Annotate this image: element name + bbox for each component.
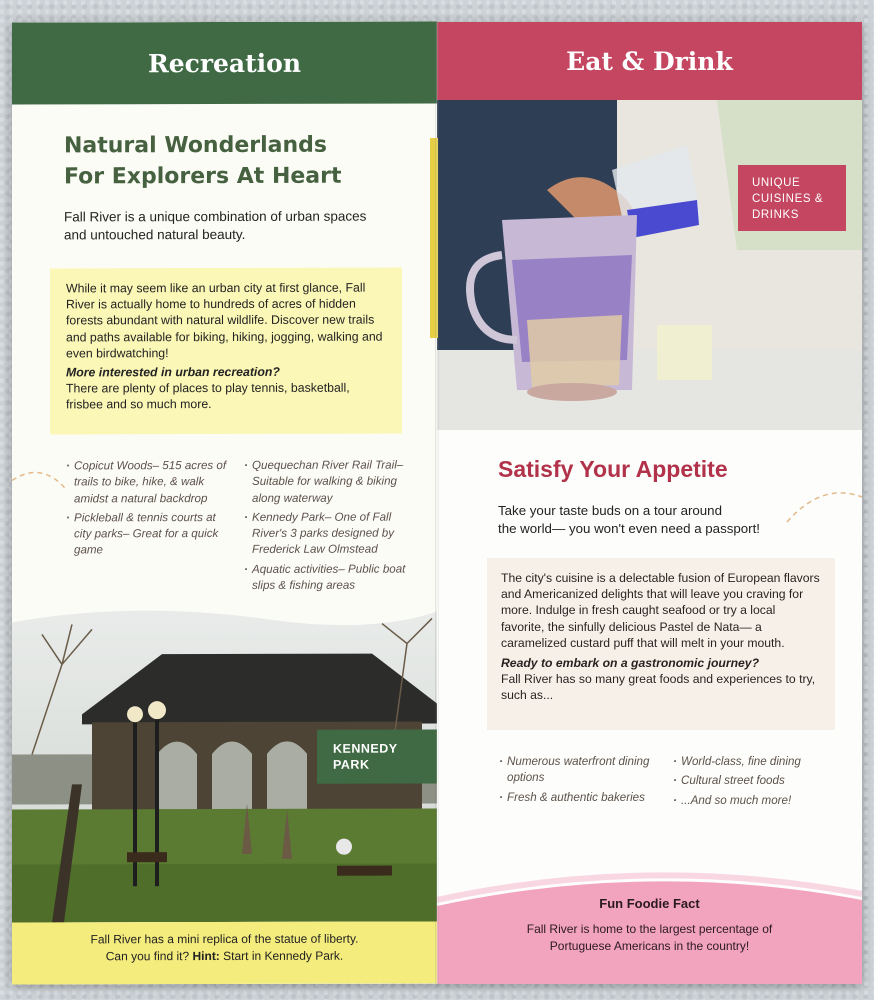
list-item: · World-class, fine dining	[673, 754, 843, 770]
cuisine-label-line2: CUISINES &	[752, 193, 824, 205]
kennedy-park-label	[317, 729, 437, 783]
recreation-box-answer: There are plenty of places to play tennis, basketball, frisbee and so much more.	[66, 380, 350, 412]
drink-photo	[437, 100, 862, 430]
recreation-title-line1: Natural Wonderlands	[64, 132, 328, 159]
decorative-dashed-curve	[782, 452, 862, 552]
eat-drink-title: Satisfy Your Appetite	[498, 456, 728, 482]
list-item: · Pickleball & tennis courts at city parks– Great for a quick game	[66, 510, 236, 559]
eat-box-text: The city's cuisine is a delectable fusion of European flavors and Americanized delights that will leave you craving for more. Indulge in fresh caught seafood or try a local favorite, the sinfully delicious Pastel de Nata— a caramelized custard puff that will melt in your mouth.	[501, 571, 820, 650]
park-label-line1: KENNEDY	[333, 741, 398, 756]
fun-fact-text: Fall River is home to the largest percentage of Portuguese Americans in the country!	[526, 922, 773, 953]
footer-line1: Fall River has a mini replica of the statue of liberty.	[90, 931, 359, 947]
eat-drink-highlight-box	[487, 558, 835, 730]
recreation-title-line2: For Explorers At Heart	[64, 163, 342, 190]
list-item: · Kennedy Park– One of Fall River's 3 parks designed by Frederick Law Olmstead	[244, 509, 416, 558]
recreation-title	[64, 130, 404, 193]
recreation-box-text: While it may seem like an urban city at first glance, Fall River is actually home to hundreds of acres of hidden forests abundant with natural wildlife. Discover new trails and paths available for biking, hiking, jogging, walking and even birdwatching!	[66, 280, 383, 361]
eat-box-question: Ready to embark on a gastronomic journey?	[501, 656, 760, 671]
recreation-bullets-col2	[244, 457, 416, 597]
footer-hint-label: Hint:	[192, 949, 220, 964]
footer-line2	[12, 947, 437, 965]
list-item: · Copicut Woods– 515 acres of trails to bike, hike, & walk amidst a natural backdrop	[66, 458, 236, 507]
list-item: · Aquatic activities– Public boat slips & fishing areas	[244, 561, 416, 594]
recreation-box-question: More interested in urban recreation?	[66, 364, 280, 380]
list-item: · Quequechan River Rail Trail– Suitable for walking & biking along waterway	[244, 457, 416, 506]
list-item: · Cultural street foods	[673, 773, 843, 789]
eat-drink-intro	[498, 502, 818, 538]
cuisine-label-line3: DRINKS	[752, 209, 800, 221]
eat-intro-line1: Take your taste buds on a tour around	[498, 503, 722, 518]
recreation-bullets-col1	[66, 458, 236, 562]
list-item: · Fresh & authentic bakeries	[499, 790, 659, 806]
fun-fact-title: Fun Foodie Fact	[599, 896, 700, 911]
recreation-intro: Fall River is a unique combination of urban spaces and untouched natural beauty.	[64, 208, 367, 243]
brochure	[12, 22, 862, 984]
recreation-panel	[12, 21, 437, 984]
recreation-footer	[12, 921, 437, 984]
eat-drink-panel	[437, 22, 862, 984]
footer-hint-text: Start in Kennedy Park.	[223, 948, 344, 964]
list-item: · ...And so much more!	[673, 793, 843, 809]
footer-question: Can you find it?	[105, 949, 190, 964]
cuisine-label-line1: UNIQUE	[752, 177, 801, 189]
park-label-line2: PARK	[333, 757, 370, 772]
list-item: · Numerous waterfront dining options	[499, 754, 659, 787]
recreation-highlight-box	[50, 268, 402, 435]
eat-drink-header: Eat & Drink	[437, 22, 862, 100]
eat-box-answer: Fall River has so many great foods and experiences to try, such as...	[501, 672, 816, 703]
brochure-fold	[435, 22, 439, 984]
eat-intro-line2: the world— you won't even need a passport!	[498, 521, 760, 536]
recreation-header: Recreation	[12, 21, 437, 104]
eat-bullets-col2	[673, 754, 843, 812]
eat-bullets-col1	[499, 754, 659, 809]
cuisine-label	[738, 165, 846, 231]
